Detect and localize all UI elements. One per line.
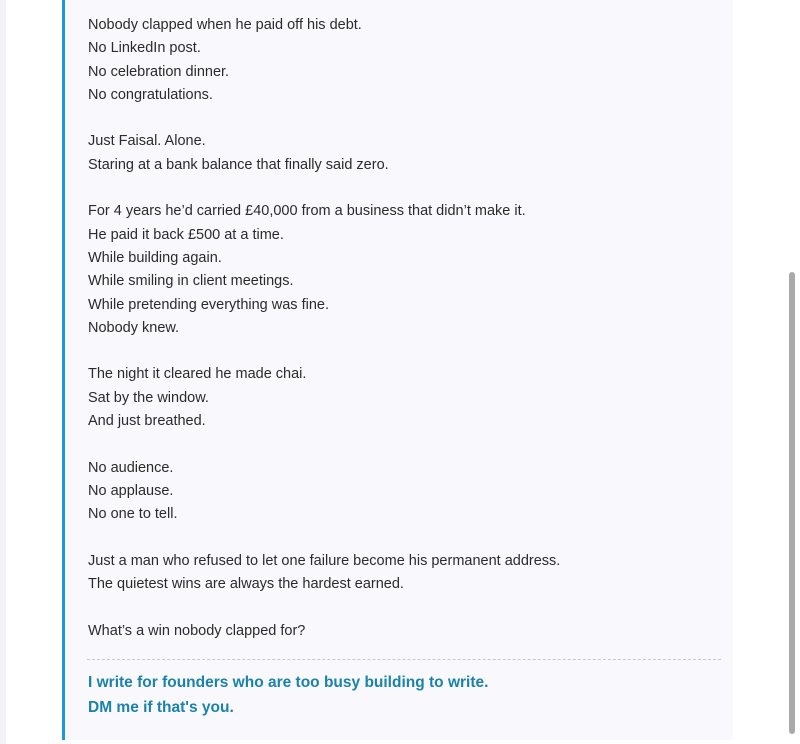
post-line: He paid it back £500 at a time.	[88, 226, 284, 243]
call-to-action	[88, 670, 488, 720]
paragraph-2	[88, 130, 718, 177]
post-line: While smiling in client meetings.	[88, 273, 294, 290]
post-line: The quietest wins are always the hardest earned.	[88, 576, 404, 593]
post-line: Just Faisal. Alone.	[88, 133, 206, 150]
post-line: Sat by the window.	[88, 389, 209, 406]
post-line: While pretending everything was fine.	[88, 296, 329, 313]
post-line: The night it cleared he made chai.	[88, 366, 307, 383]
post-line: Nobody knew.	[88, 319, 180, 336]
paragraph-1	[88, 14, 718, 107]
paragraph-4	[88, 363, 718, 433]
post-line: No one to tell.	[88, 506, 178, 523]
post-line: Nobody clapped when he paid off his debt.	[88, 17, 362, 33]
post-line: No celebration dinner.	[88, 63, 230, 80]
post-line: No audience.	[88, 459, 174, 476]
post-line: No congratulations.	[88, 86, 213, 103]
post-line: No applause.	[88, 482, 174, 499]
post-line: Staring at a bank balance that finally said zero.	[88, 156, 389, 173]
post-line: And just breathed.	[88, 413, 206, 430]
paragraph-6	[88, 550, 718, 597]
post-body	[88, 14, 718, 666]
left-edge	[0, 0, 6, 744]
post-card	[62, 0, 733, 740]
dashed-divider	[87, 659, 721, 660]
scrollbar-thumb[interactable]	[789, 272, 795, 734]
paragraph-7	[88, 620, 718, 643]
cta-line: I write for founders who are too busy building to write.	[88, 674, 489, 691]
closing-question: What’s a win nobody clapped for?	[88, 622, 306, 639]
paragraph-5	[88, 457, 718, 527]
post-line: For 4 years he’d carried £40,000 from a business that didn’t make it.	[88, 203, 526, 220]
post-line: No LinkedIn post.	[88, 40, 201, 57]
cta-line: DM me if that's you.	[88, 699, 234, 716]
post-line: Just a man who refused to let one failure become his permanent address.	[88, 552, 561, 569]
post-line: While building again.	[88, 249, 222, 266]
paragraph-3	[88, 200, 718, 340]
